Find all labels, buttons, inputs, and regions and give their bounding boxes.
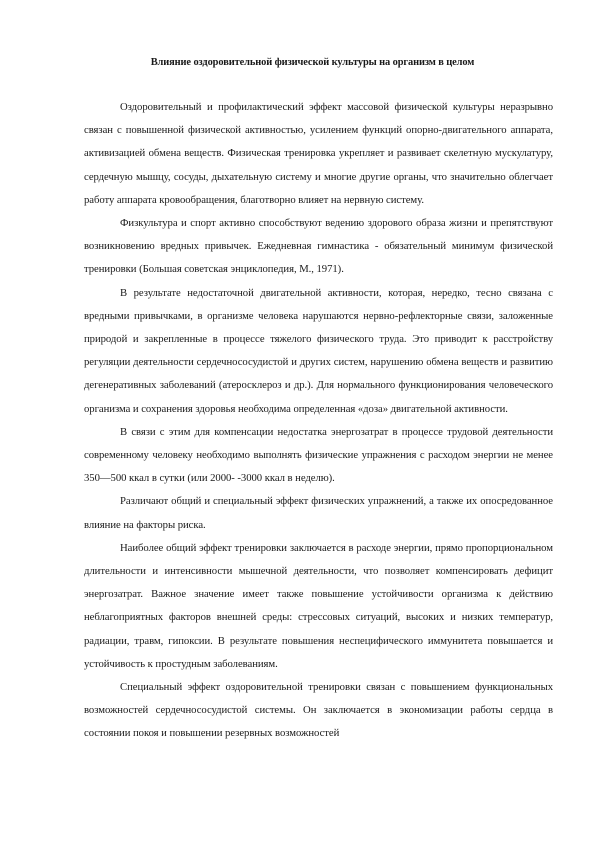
paragraph-2: Физкультура и спорт активно способствуют ведению здорового образа жизни и препятствуют возникновению вредных привычек. Ежедневная гимнастика - обязательный минимум физической тренировки (Большая советская энциклопедия, М., 1971). xyxy=(84,217,553,276)
paragraph-5: Различают общий и специальный эффект физических упражнений, а также их опосредованное влияние на факторы риска. xyxy=(84,495,553,531)
paragraph-4: В связи с этим для компенсации недостатка энергозатрат в процессе трудовой деятельности современному человеку необходимо выполнять физические упражнения с расходом энергии не менее 350—500 ккал в сутки (или 2000- -3000 ккал в неделю). xyxy=(84,425,553,485)
paragraph-3: В результате недостаточной двигательной активности, которая, нередко, тесно связана с вредными привычками, в организме человека нарушаются нервно-рефлекторные связи, заложенные природой и закрепленные в процессе тяжелого физического труда. Это приводит к расстройству регуляции деятельности сердечнососудистой и других систем, нарушению обмена веществ и развитию дегенеративных заболеваний (атеросклероз и др.). Для нормального функционирования человеческого организма и сохранения здоровья необходима определенная «доза» двигательной активности. xyxy=(84,286,553,415)
document-title: Влияние оздоровительной физической культуры на организм в целом xyxy=(150,57,475,68)
document-body xyxy=(84,96,553,746)
paragraph-1: Оздоровительный и профилактический эффект массовой физической культуры неразрывно связан с повышенной физической активностью, усилением функций опорно-двигательного аппарата, активизацией обмена веществ. Физическая тренировка укрепляет и развивает скелетную мускулатуру, сердечную мышцу, сосуды, дыхательную систему и многие другие органы, что значительно облегчает работу аппарата кровообращения, благотворно влияет на нервную систему. xyxy=(84,101,553,206)
paragraph-6: Наиболее общий эффект тренировки заключается в расходе энергии, прямо пропорциональном длительности и интенсивности мышечной деятельности, что позволяет компенсировать дефицит энергозатрат. Важное значение имеет также повышение устойчивости организма к действию неблагоприятных факторов внешней среды: стрессовых ситуаций, высоких и низких температур, радиации, травм, гипоксии. В результате повышения неспецифического иммунитета повышается и устойчивость к простудным заболеваниям. xyxy=(84,541,553,670)
paragraph-7: Специальный эффект оздоровительной тренировки связан с повышением функциональных возможностей сердечнососудистой системы. Он заключается в экономизации работы сердца в состоянии покоя и повышении резервных возможностей xyxy=(84,681,553,740)
